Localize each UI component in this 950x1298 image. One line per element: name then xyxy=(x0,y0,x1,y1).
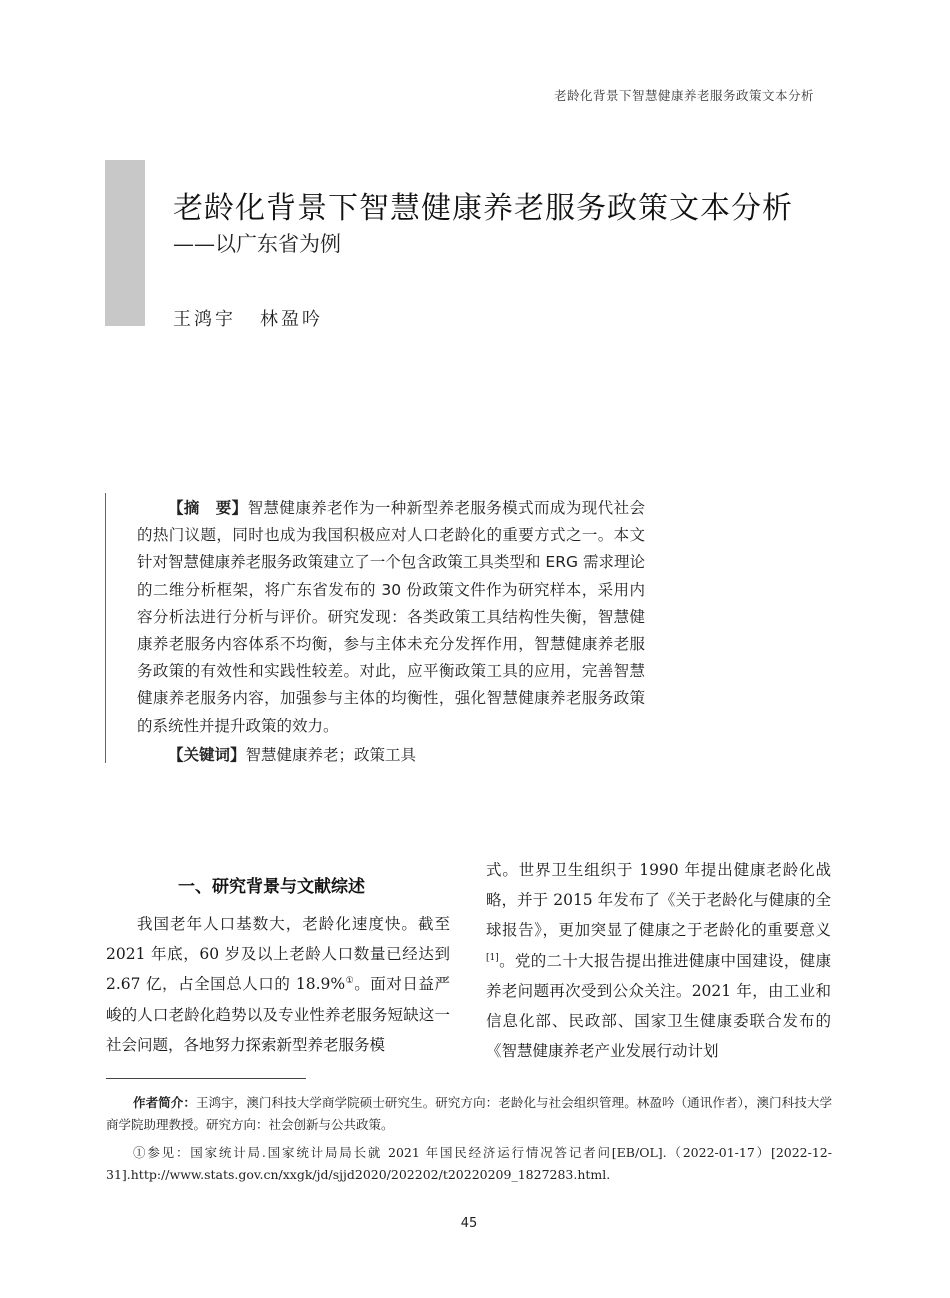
author-bio-label: 作者简介： xyxy=(133,1095,196,1110)
abstract xyxy=(137,495,645,740)
abstract-label: 【摘 要】 xyxy=(168,499,248,517)
body-column-right xyxy=(486,855,831,1066)
title-accent-bar xyxy=(105,160,145,326)
footnote-1: ①参见：国家统计局.国家统计局局长就 2021 年国民经济运行情况答记者问[EB/OL].（2022-01-17）[2022-12-31].http://www.stats.gov.cn/xxgk/jd/sjjd2020/202202/t20220209_1827283.html. xyxy=(106,1145,832,1182)
footnote-divider xyxy=(106,1078,306,1079)
footnote-marker: ① xyxy=(345,976,355,987)
author-bio-text: 王鸿宇，澳门科技大学商学院硕士研究生。研究方向：老龄化与社会组织管理。林盈吟（通讯作者），澳门科技大学商学院助理教授。研究方向：社会创新与公共政策。 xyxy=(106,1095,832,1132)
body-column-left xyxy=(106,909,450,1060)
author-bio-footnote xyxy=(106,1092,832,1136)
authors xyxy=(173,305,323,331)
body-text: 。党的二十大报告提出推进健康中国建设，健康养老问题再次受到公众关注。2021 年，由工业和信息化部、民政部、国家卫生健康委联合发布的《智慧健康养老产业发展行动计划 xyxy=(486,951,831,1061)
reference-marker: [1] xyxy=(486,952,499,963)
keywords xyxy=(168,743,416,765)
author-name: 王鸿宇 xyxy=(173,309,236,330)
body-text: 。面对日益严峻的人口老龄化趋势以及专业性养老服务短缺这一社会问题，各地努力探索新型养老服务模 xyxy=(106,975,450,1054)
body-text: 我国老年人口基数大，老龄化速度快。截至 2021 年底，60 岁及以上老龄人口数量已经达到 2.67 亿，占全国总人口的 18.9% xyxy=(106,915,450,994)
abstract-body: 智慧健康养老作为一种新型养老服务模式而成为现代社会的热门议题，同时也成为我国积极应对人口老龄化的重要方式之一。本文针对智慧健康养老服务政策建立了一个包含政策工具类型和 ERG 需求理论的二维分析框架，将广东省发布的 30 份政策文件作为研究样本，采用内容分析法进行分析与评价。研究发现：各类政策工具结构性失衡，智慧健康养老服务内容体系不均衡，参与主体未充分发挥作用，智慧健康养老服务政策的有效性和实践性较差。对此，应平衡政策工具的应用，完善智慧健康养老服务内容，加强参与主体的均衡性，强化智慧健康养老服务政策的系统性并提升政策的效力。 xyxy=(137,499,645,735)
body-text: 式。世界卫生组织于 1990 年提出健康老龄化战略，并于 2015 年发布了《关于老龄化与健康的全球报告》，更加突显了健康之于老龄化的重要意义 xyxy=(486,861,831,940)
keywords-label: 【关键词】 xyxy=(168,746,246,764)
article-title: 老龄化背景下智慧健康养老服务政策文本分析 xyxy=(173,191,793,226)
section-heading: 一、研究背景与文献综述 xyxy=(178,877,365,897)
keywords-body: 智慧健康养老；政策工具 xyxy=(245,746,417,764)
page-number: 45 xyxy=(460,1216,478,1231)
running-header: 老龄化背景下智慧健康养老服务政策文本分析 xyxy=(553,88,814,103)
author-name: 林盈吟 xyxy=(260,309,323,330)
article-subtitle: ——以广东省为例 xyxy=(173,232,341,256)
